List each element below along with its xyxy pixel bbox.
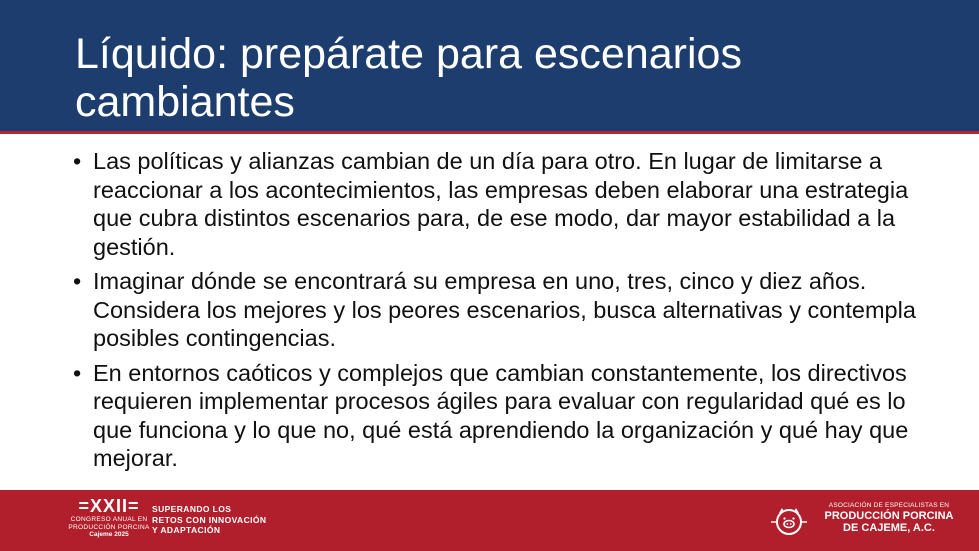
bullet-marker: • — [73, 268, 82, 294]
association-line-1: ASOCIACIÓN DE ESPECIALISTAS EN — [828, 502, 950, 509]
association-name — [814, 502, 964, 534]
pig-icon — [770, 504, 808, 538]
congress-logo — [64, 496, 154, 546]
association-logo — [770, 502, 970, 544]
slogan-line-1: SUPERANDO LOS — [152, 504, 232, 514]
bullet-item — [73, 359, 933, 473]
slogan-line-2: RETOS CON INNOVACIÓN — [152, 514, 267, 525]
bullet-item — [73, 147, 933, 261]
footer-band — [0, 490, 979, 551]
bullet-text: Las políticas y alianzas cambian de un día para otro. En lugar de limitarse a reaccionar a los acontecimientos, las empresas deben elaborar una estrategia que cubra distintos escenarios para, de ese modo, dar mayor estabilidad a la gestión. — [93, 148, 909, 260]
bullet-marker: • — [73, 148, 82, 174]
bullet-item — [73, 267, 933, 353]
bullet-text: En entornos caóticos y complejos que cambian constantemente, los directivos requieren implementar procesos ágiles para evaluar con regularidad qué es lo que funciona y lo que no, qué está aprendiendo la organización y qué hay que mejorar. — [93, 359, 909, 471]
congress-slogan — [152, 504, 266, 536]
slide-title: Líquido: prepárate para escenarios cambiantes — [75, 30, 742, 126]
congress-line-1: CONGRESO ANUAL EN — [70, 516, 148, 523]
congress-mark: =XXII= — [78, 496, 140, 516]
congress-line-2: PRODUCCIÓN PORCINA — [68, 523, 150, 531]
bullet-marker: • — [73, 359, 82, 386]
bullet-text: Imaginar dónde se encontrará su empresa en uno, tres, cinco y diez años. Considera los mejores y los peores escenarios, busca alternativas y contempla posibles contingencias. — [93, 268, 916, 351]
bullet-list — [73, 147, 933, 479]
slogan-line-3: Y ADAPTACIÓN — [152, 525, 221, 535]
association-line-3: DE CAJEME, A.C. — [843, 522, 935, 534]
congress-place: Cajeme 2025 — [89, 531, 129, 538]
title-band — [0, 0, 979, 134]
association-line-2: PRODUCCIÓN PORCINA — [824, 510, 954, 522]
